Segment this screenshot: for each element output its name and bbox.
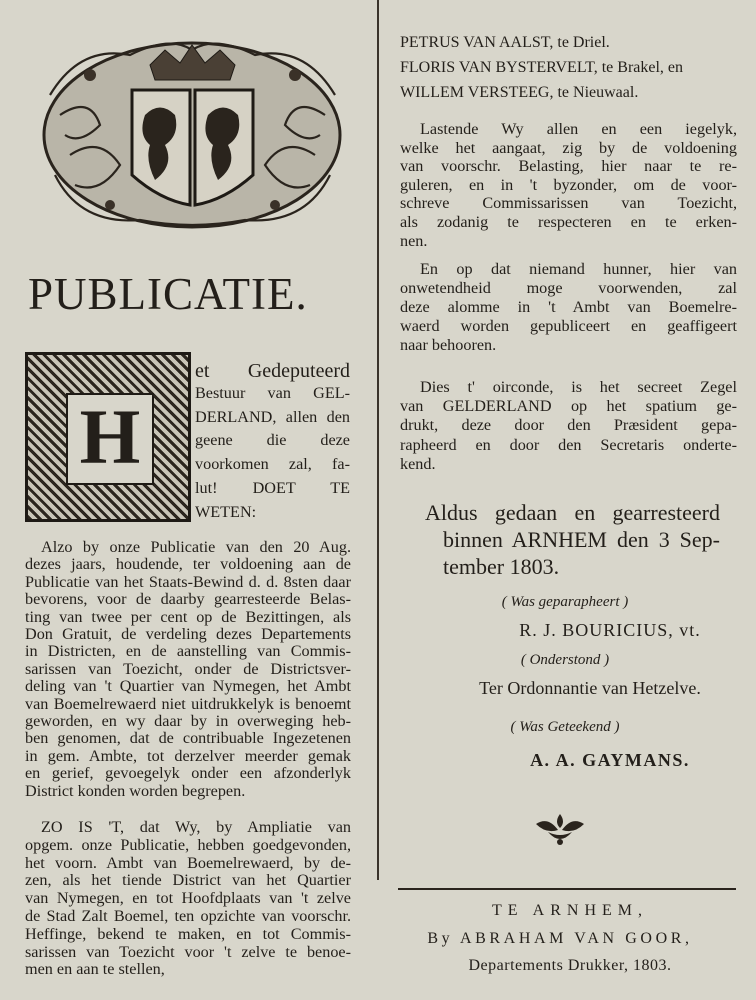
text-line: PETRUS VAN AALST, te Driel. <box>400 34 610 51</box>
text-line: opgem. onze Publicatie, hebben goedgevonden, <box>25 835 351 854</box>
was-geparapheert: ( Was geparapheert ) <box>501 594 629 610</box>
text-line: District konden worden begrepen. <box>25 781 246 800</box>
text-line: drukt, deze door den Præsident gepa- <box>400 416 737 435</box>
text-line: Publicatie van het Staats-Bewind d. d. 8sten daar <box>25 572 351 591</box>
text-line: kend. <box>400 454 436 473</box>
text-line: deling van 't Quartier van Nymegen, het Ambt <box>25 677 351 696</box>
text-line: et Gedeputeerd <box>195 360 350 382</box>
text-line: deze alomme in 't Ambt van Boemelre- <box>400 298 737 316</box>
text-line: WILLEM VERSTEEG, te Nieuwaal. <box>400 84 639 101</box>
text-line: sarissen van Toezicht voor 't zelve te benoe- <box>25 942 351 961</box>
text-line: als zodanig te respecteren en te erken- <box>400 213 737 231</box>
text-line: van voorschr. Belasting, hier naar te re- <box>400 157 737 176</box>
text-line: guleren, en in 't byzonder, om de voor- <box>400 175 737 194</box>
text-line: onwetendheid moge voorwenden, zal <box>400 279 737 297</box>
ornament-icon <box>532 812 588 851</box>
text-line: van Boemelrewaerd niet uitdrukkelyk is benoemt <box>25 694 351 713</box>
text-line: Alzo by onze Publicatie van den 20 Aug. <box>41 538 351 556</box>
closing-line-2: binnen ARNHEM den 3 Sep- <box>443 527 720 552</box>
text-line: DERLAND, allen den <box>195 407 350 426</box>
text-line: dezes jaars, houdende, ter voldoening aan de <box>25 555 351 574</box>
text-line: zen, als het tiende District van het Quartier <box>25 871 351 890</box>
text-line: Bestuur van GEL- <box>195 383 350 402</box>
text-line: geene die deze <box>195 431 350 450</box>
closing-line-1: Aldus gedaan en gearresteerd <box>425 500 720 525</box>
text-line: Heffinge, bekend te maken, en tot Commis- <box>25 924 351 943</box>
imprint-place: TE ARNHEM, <box>492 902 648 919</box>
text-line: en gerief, gevoegelyk onder een afzonderlyk <box>25 764 351 783</box>
ordonnantie-line: Ter Ordonnantie van Hetzelve. <box>479 678 701 698</box>
text-line: geworden, en wy daar by in overweging heb- <box>25 712 351 730</box>
secretary-signature: A. A. GAYMANS. <box>530 750 690 770</box>
page-title: PUBLICATIE. <box>28 269 308 319</box>
text-line: bevorens, voor de daarby gearresteerde Belas- <box>25 590 351 609</box>
horizontal-rule <box>398 888 736 890</box>
text-line: Dies t' oirconde, is het secreet Zegel <box>420 378 737 396</box>
column-divider <box>377 0 379 880</box>
text-line: waerd worden gepubliceert en geaffigeert <box>400 317 737 335</box>
text-line: ting van twee per cent op de Bezittingen, als <box>25 607 351 626</box>
imprint-title: Departements Drukker, 1803. <box>468 957 672 974</box>
initial-letter: H <box>79 393 141 480</box>
imprint-printer: By ABRAHAM VAN GOOR, <box>427 930 693 947</box>
text-line: in Districten, en de aanstelling van Commis- <box>25 642 351 661</box>
text-line: nen. <box>400 231 428 250</box>
text-line: sarissen van Toezicht, onder de Districtsver- <box>25 659 351 678</box>
coat-of-arms-emblem <box>40 35 345 230</box>
text-line: men en aan te stellen, <box>25 960 165 979</box>
decorated-initial-frame <box>25 352 191 522</box>
text-line: naar behooren. <box>400 336 497 354</box>
text-line: Don Gratuit, de verdeling dezes Departements <box>25 625 351 643</box>
text-line: welke het aangaat, zig by de voldoening <box>400 138 737 157</box>
closing-line-3: tember 1803. <box>443 554 560 579</box>
text-line: ben genomen, dat de contribuable Ingezetenen <box>25 729 351 748</box>
onderstond: ( Onderstond ) <box>520 652 610 668</box>
text-line: van GELDERLAND op het spatium ge- <box>400 397 737 416</box>
text-line: WETEN: <box>195 502 257 521</box>
text-line: schreve Commissarissen van Toezicht, <box>400 194 737 213</box>
text-line: FLORIS VAN BYSTERVELT, te Brakel, en <box>400 59 684 76</box>
text-line: van Nymegen, en tot Hoofdplaats van 't zelve <box>25 889 351 908</box>
text-line: voorkomen zal, fa- <box>195 455 350 474</box>
text-line: lut! DOET TE <box>195 479 350 497</box>
text-line: rapheerd en door den Secretaris onderte- <box>400 435 737 454</box>
text-line: in gem. Ambte, tot derzelver meerder gemak <box>25 746 351 765</box>
text-line: ZO IS 'T, dat Wy, by Ampliatie van <box>41 818 351 836</box>
text-line: Lastende Wy allen en een iegelyk, <box>420 120 737 138</box>
president-signature: R. J. BOURICIUS, vt. <box>519 620 701 640</box>
text-line: de Stad Zalt Boemel, ten opzichte van voorschr. <box>25 907 351 925</box>
text-line: En op dat niemand hunner, hier van <box>420 260 737 278</box>
was-geteekend: ( Was Geteekend ) <box>510 719 620 735</box>
text-line: het voorn. Ambt van Boemelrewaerd, by de- <box>25 853 351 872</box>
